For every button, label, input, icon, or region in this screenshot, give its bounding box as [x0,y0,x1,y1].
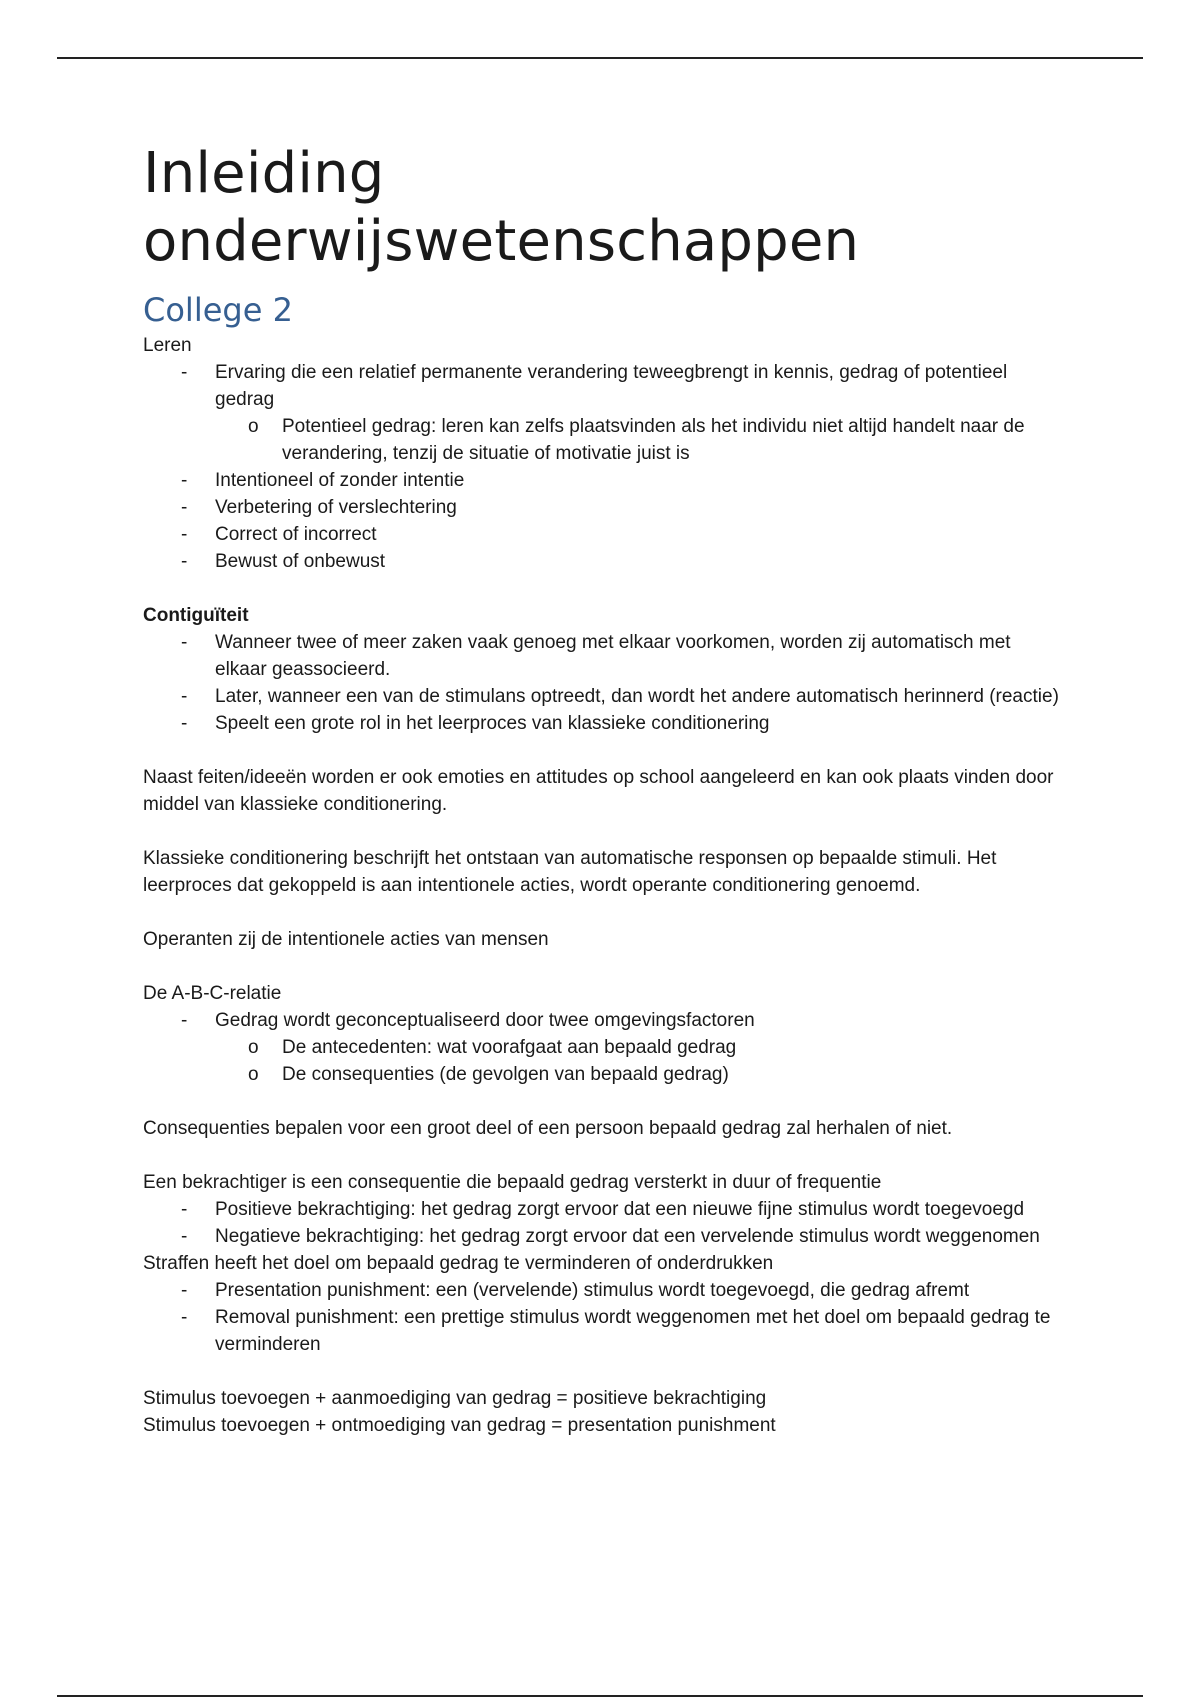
sub-list [210,413,1063,467]
list-item-text: Wanneer twee of meer zaken vaak genoeg met elkaar voorkomen, worden zij automatisch met elkaar geassocieerd. [215,632,1011,680]
spacer [143,953,1063,980]
spacer [143,1142,1063,1169]
bekrachtiger-list [143,1196,1063,1250]
sub-list-item-text: De consequenties (de gevolgen van bepaald gedrag) [282,1064,729,1085]
spacer [143,575,1063,602]
list-item [143,1223,1063,1250]
list-item [143,1196,1063,1223]
spacer [143,818,1063,845]
paragraph: Consequenties bepalen voor een groot deel of een persoon bepaald gedrag zal herhalen of niet. [143,1118,953,1139]
top-rule [57,57,1143,59]
paragraph: Operanten zij de intentionele acties van mensen [143,929,549,950]
list-item [143,467,1063,494]
bottom-rule [57,1695,1143,1697]
sub-list [210,1034,1063,1088]
dash-bullet: - [181,524,188,545]
dash-bullet: - [181,1226,188,1247]
list-item-text: Correct of incorrect [215,524,377,545]
dash-bullet: - [181,1307,188,1328]
list-item [143,710,1063,737]
title-line: Inleiding [143,141,385,206]
list-item [143,683,1063,710]
list-item-text: Gedrag wordt geconceptualiseerd door twee omgevingsfactoren [215,1010,755,1031]
dash-bullet: - [181,1010,188,1031]
list-item-text: Intentioneel of zonder intentie [215,470,465,491]
list-item [143,494,1063,521]
spacer [143,1358,1063,1385]
leren-list [143,359,1063,575]
straffen-label: Straffen heeft het doel om bepaald gedrag te verminderen of onderdrukken [143,1253,774,1274]
list-item-text: Removal punishment: een prettige stimulus wordt weggenomen met het doel om bepaald gedrag te verminderen [215,1307,1051,1355]
dash-bullet: - [181,470,188,491]
spacer [143,737,1063,764]
title-line: onderwijswetenschappen [143,209,860,274]
dash-bullet: - [181,497,188,518]
sub-list-item [210,1061,1063,1088]
leren-label: Leren [143,335,192,356]
dash-bullet: - [181,686,188,707]
list-item-text: Positieve bekrachtiging: het gedrag zorgt ervoor dat een nieuwe fijne stimulus wordt toegevoegd [215,1199,1025,1220]
list-item [143,1007,1063,1088]
dash-bullet: - [181,362,188,383]
document-title [143,140,1063,276]
document-body [143,140,1063,1439]
abc-list [143,1007,1063,1088]
circle-bullet: o [248,1037,259,1058]
spacer [143,1088,1063,1115]
list-item [143,1304,1063,1358]
paragraph: Klassieke conditionering beschrijft het ontstaan van automatische responsen op bepaalde stimuli. Het leerproces dat gekoppeld is aan intentionele acties, wordt operante conditionering genoemd. [143,848,997,896]
dash-bullet: - [181,551,188,572]
dash-bullet: - [181,1199,188,1220]
circle-bullet: o [248,1064,259,1085]
list-item [143,1277,1063,1304]
summary-line: Stimulus toevoegen + ontmoediging van gedrag = presentation punishment [143,1415,776,1436]
list-item-text: Ervaring die een relatief permanente verandering teweegbrengt in kennis, gedrag of potentieel gedrag [215,362,1008,410]
list-item [143,521,1063,548]
dash-bullet: - [181,713,188,734]
spacer [143,899,1063,926]
list-item-text: Later, wanneer een van de stimulans optreedt, dan wordt het andere automatisch herinnerd (reactie) [215,686,1059,707]
list-item [143,548,1063,575]
dash-bullet: - [181,632,188,653]
list-item-text: Bewust of onbewust [215,551,386,572]
sub-list-item [210,413,1063,467]
list-item-text: Speelt een grote rol in het leerproces van klassieke conditionering [215,713,770,734]
section-heading: College 2 [143,291,293,329]
bekrachtiger-label: Een bekrachtiger is een consequentie die bepaald gedrag versterkt in duur of frequentie [143,1172,882,1193]
summary-line: Stimulus toevoegen + aanmoediging van gedrag = positieve bekrachtiging [143,1388,767,1409]
list-item-text: Negatieve bekrachtiging: het gedrag zorgt ervoor dat een vervelende stimulus wordt weggenomen [215,1226,1040,1247]
dash-bullet: - [181,1280,188,1301]
contiguiteit-label: Contiguïteit [143,605,249,626]
list-item-text: Verbetering of verslechtering [215,497,457,518]
sub-list-item-text: Potentieel gedrag: leren kan zelfs plaatsvinden als het individu niet altijd handelt naar de verandering, tenzij de situatie of motivatie juist is [282,416,1025,464]
abc-label: De A-B-C-relatie [143,983,282,1004]
sub-list-item [210,1034,1063,1061]
sub-list-item-text: De antecedenten: wat voorafgaat aan bepaald gedrag [282,1037,737,1058]
list-item-text: Presentation punishment: een (vervelende) stimulus wordt toegevoegd, die gedrag afremt [215,1280,970,1301]
list-item [143,359,1063,467]
straffen-list [143,1277,1063,1358]
circle-bullet: o [248,416,259,437]
contiguiteit-list [143,629,1063,737]
paragraph: Naast feiten/ideeën worden er ook emoties en attitudes op school aangeleerd en kan ook plaats vinden door middel van klassieke conditionering. [143,767,1054,815]
list-item [143,629,1063,683]
